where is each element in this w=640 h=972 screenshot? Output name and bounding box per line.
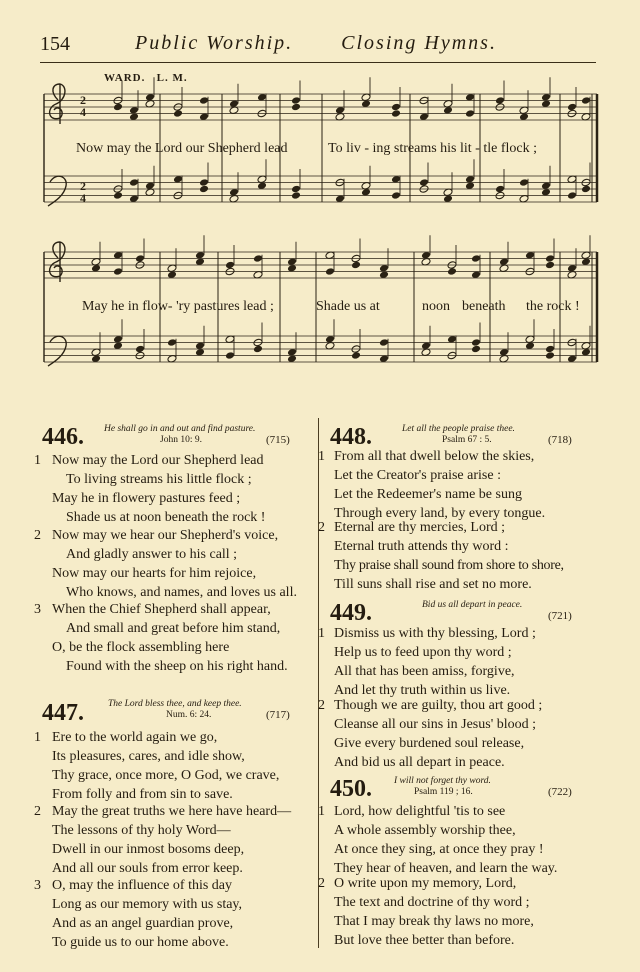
note-head — [379, 338, 389, 347]
verse: 1 Ere to the world again we go, Its pleasures, cares, and idle show, Thy grace, once more, O God, we crave, From folly and from sin to save. — [34, 730, 280, 802]
note-head — [545, 254, 555, 263]
svg-text:4: 4 — [80, 105, 86, 119]
tune-number: (715) — [266, 434, 290, 446]
verse: 1 Dismiss us with thy blessing, Lord ; Help us to feed upon thy word ; All that has been amiss, forgive, And let thy truth within us live. — [318, 626, 536, 698]
note-head — [325, 267, 335, 276]
verse: 1 Now may the Lord our Shepherd lead To living streams his little flock ; May he in flowery pastures feed ; Shade us at noon beneath the rock ! — [34, 453, 266, 525]
tune-number: (721) — [548, 610, 572, 622]
svg-text:2: 2 — [80, 179, 86, 193]
tune-number: (717) — [266, 709, 290, 721]
music-lyric-2e: the rock ! — [526, 299, 580, 314]
staff-lines — [44, 94, 597, 362]
hymn-caption: I will not forget thy word. — [394, 776, 491, 786]
verse: 1 Lord, how delightful 'tis to see A whole assembly worship thee, At once they sing, at once they pray ! They hear of heaven, and learn the way. — [318, 804, 558, 876]
bass-clef-2 — [48, 336, 66, 366]
note-head — [567, 191, 577, 200]
note-head — [129, 178, 139, 187]
verse: 2 Though we are guilty, thou art good ; Cleanse all our sins in Jesus' blood ; Give every burdened soul release, And bid us all depart in peace. — [318, 698, 543, 770]
note-head — [351, 261, 361, 270]
hymn-number: 449. — [330, 600, 372, 626]
hymn-caption: He shall go in and out and find pasture. — [104, 424, 256, 434]
hymn-number: 450. — [330, 776, 372, 802]
hymn-reference: Num. 6: 24. — [166, 710, 212, 720]
note-head — [291, 191, 301, 200]
svg-text:2: 2 — [80, 93, 86, 107]
note-head — [471, 254, 481, 263]
note-head — [351, 351, 361, 360]
hymn-number: 447. — [42, 700, 84, 726]
note-head — [199, 178, 209, 187]
hymn-reference: Psalm 67 : 5. — [442, 435, 492, 445]
hymn-number: 446. — [42, 424, 84, 450]
note-head — [391, 191, 401, 200]
note-head — [545, 351, 555, 360]
treble-clef-1 — [50, 84, 65, 124]
treble-clef-2 — [50, 242, 65, 282]
note-head — [291, 103, 301, 112]
note-head — [545, 261, 555, 270]
note-head — [113, 191, 123, 200]
note-head — [465, 109, 475, 118]
hymn-reference: Psalm 119 ; 16. — [414, 787, 473, 797]
note-head — [173, 109, 183, 118]
note-head — [167, 338, 177, 347]
bar-lines — [44, 94, 597, 362]
note-head — [391, 109, 401, 118]
note-head — [113, 103, 123, 112]
verse: 3 O, may the influence of this day Long as our memory with us stay, And as an angel guardian prove, To guide us to our home above. — [34, 878, 243, 950]
music-lyric-1a: Now may the Lord our Shepherd lead — [76, 141, 288, 156]
verse: 2 Eternal are thy mercies, Lord ; Eternal truth attends thy word : Thy praise shall sound from shore to shore, Till suns shall rise and set no more. — [318, 520, 564, 592]
note-head — [581, 185, 591, 194]
note-head — [113, 267, 123, 276]
hymn-number: 448. — [330, 424, 372, 450]
music-lyric-2b: Shade us at — [316, 299, 380, 314]
svg-text:4: 4 — [80, 191, 86, 205]
hymn-caption: The Lord bless thee, and keep thee. — [108, 699, 242, 709]
note-head — [581, 96, 591, 105]
note-head — [253, 254, 263, 263]
hymn-caption: Bid us all depart in peace. — [422, 600, 523, 610]
tune-meter: L. M. — [156, 72, 188, 84]
music-lyric-1b: To liv - ing streams his lit - tle flock ; — [328, 141, 537, 156]
tune-name: WARD. — [104, 72, 146, 84]
music-lyric-2c: noon — [422, 299, 450, 314]
note-head — [291, 96, 301, 105]
note-head — [519, 178, 529, 187]
bass-clef-1 — [48, 176, 66, 206]
note-head — [471, 338, 481, 347]
verse: 1 From all that dwell below the skies, Let the Creator's praise arise : Let the Redeemer's name be sung Through every land, by every tongue. — [318, 449, 546, 521]
verse: 2 May the great truths we here have heard— The lessons of thy holy Word— Dwell in our inmost bosoms deep, And all our souls from error keep. — [34, 804, 292, 876]
note-head — [253, 345, 263, 354]
verse: 3 When the Chief Shepherd shall appear, And small and great before him stand, O, be the flock assembling here Found with the sheep on his right hand. — [34, 602, 288, 674]
running-title-right: Closing Hymns. — [341, 32, 497, 54]
note-head — [291, 185, 301, 194]
tune-number: (722) — [548, 786, 572, 798]
verse: 2 Now may we hear our Shepherd's voice, And gladly answer to his call ; Now may our hearts for him rejoice, Who knows, and names, and loves us all. — [34, 528, 297, 600]
hymn-reference: John 10: 9. — [160, 435, 202, 445]
page-number: 154 — [40, 33, 70, 55]
tune-number: (718) — [548, 434, 572, 446]
music-lyric-2a: May he in flow- 'ry pastures lead ; — [82, 299, 274, 314]
note-head — [199, 96, 209, 105]
clefs — [48, 84, 66, 366]
note-head — [199, 185, 209, 194]
note-head — [545, 345, 555, 354]
music-score — [0, 0, 640, 400]
note-head — [225, 351, 235, 360]
music-lyric-2d: beneath — [462, 299, 506, 314]
verse: 2 O write upon my memory, Lord, The text and doctrine of thy word ; That I may break thy laws no more, But love thee better than before. — [318, 876, 534, 948]
note-head — [391, 103, 401, 112]
hymn-caption: Let all the people praise thee. — [402, 424, 515, 434]
note-head — [447, 267, 457, 276]
note-head — [471, 345, 481, 354]
running-title-left: Public Worship. — [135, 32, 294, 54]
